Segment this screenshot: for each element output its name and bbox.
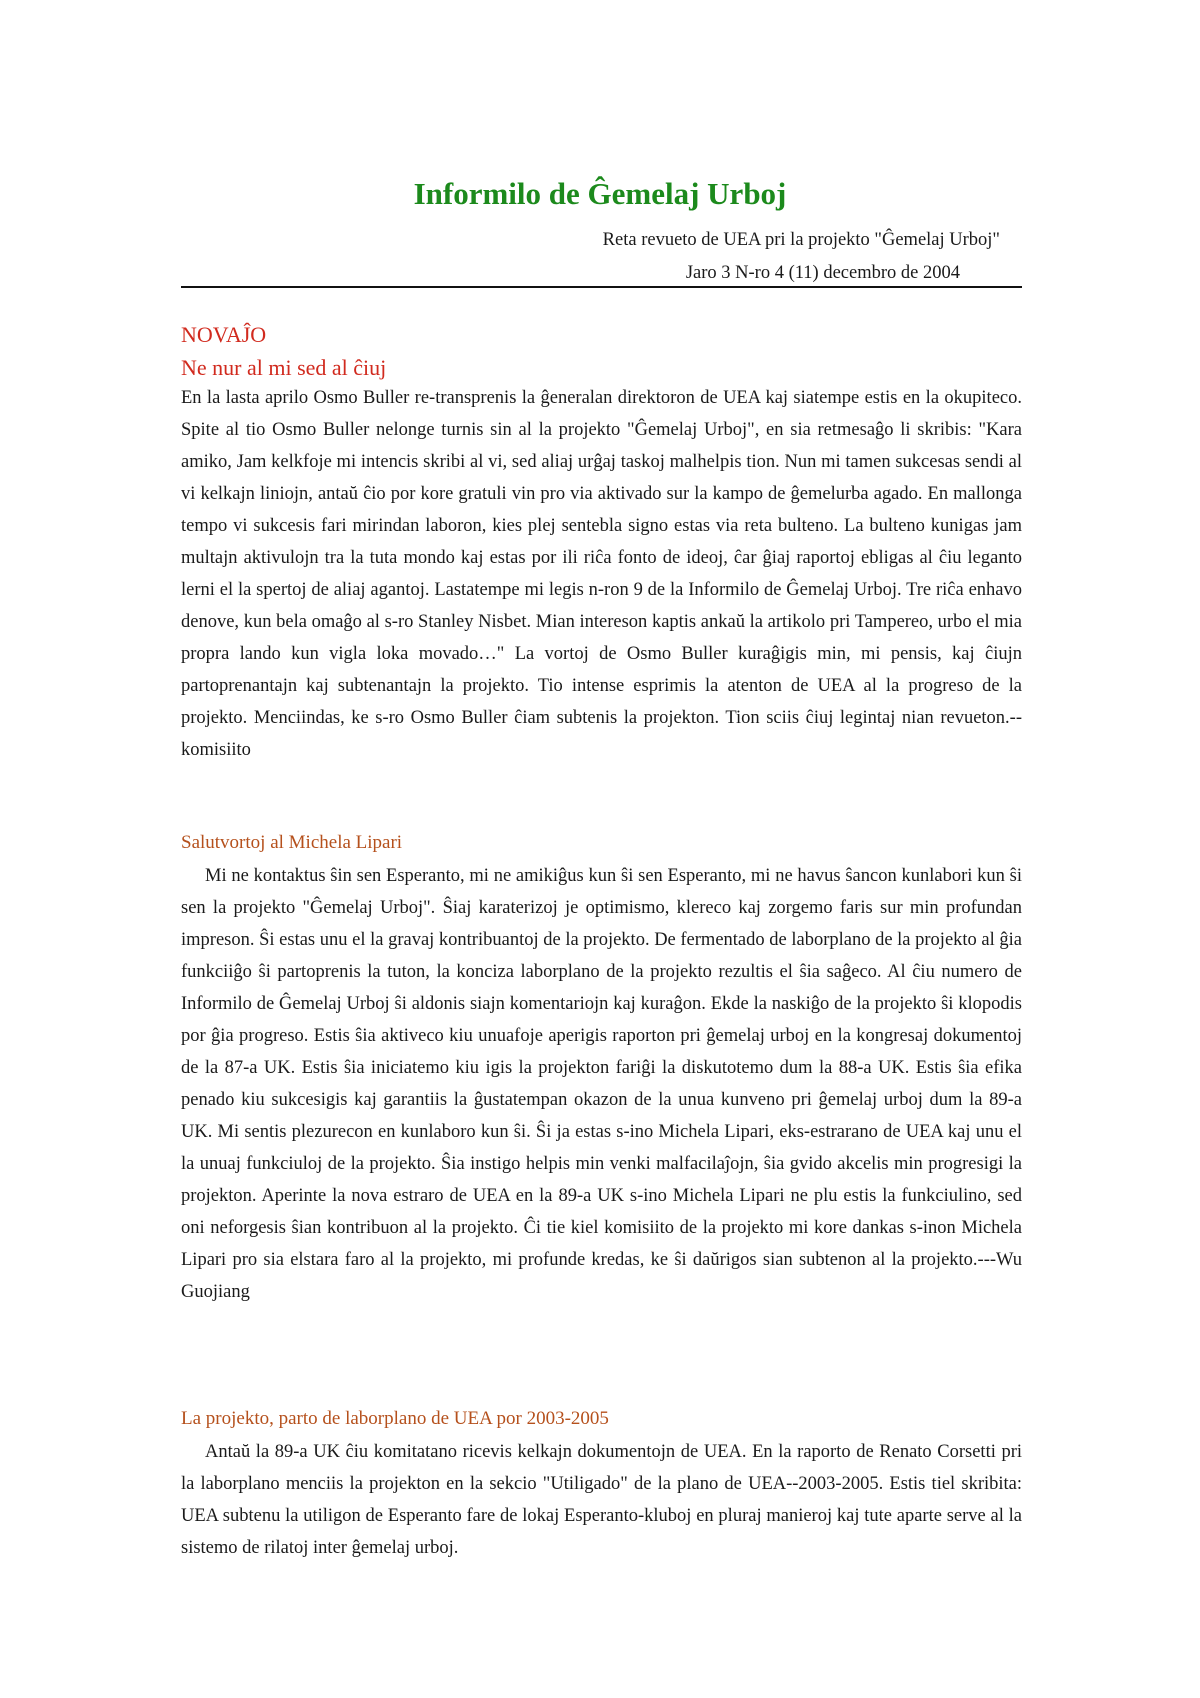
section-label: NOVAĴO [181,322,267,347]
header-divider [181,286,1022,288]
newsletter-title: Informilo de Ĝemelaj Urboj [413,176,787,211]
article3-heading: La projekto, parto de laborplano de UEA por 2003-2005 [181,1408,609,1429]
newsletter-subtitle: Reta revueto de UEA pri la projekto "Ĝemelaj Urboj" [602,230,1000,250]
article1-body: En la lasta aprilo Osmo Buller re-transprenis la ĝeneralan direktoron de UEA kaj siatempe estis en la okupiteco. Spite al tio Osmo Buller nelonge turnis sin al la projekto "Ĝemelaj Urboj", en sia retmesaĝo li skribis: "Kara amiko, Jam kelkfoje mi intencis skribi al vi, sed aliaj urĝaj taskoj malhelpis tion. Nun mi tamen sukcesas sendi al vi kelkajn liniojn, antaŭ ĉio por kore gratuli vin pro via aktivado sur la kampo de ĝemelurba agado. En mallonga tempo vi sukcesis fari mirindan laboron, kies plej sentebla signo estas via reta bulteno. La bulteno kunigas jam multajn aktivulojn tra la tuta mondo kaj estas por ili riĉa fonto de ideoj, ĉar ĝiaj raportoj ebligas al ĉiu leganto lerni el la spertoj de aliaj agantoj. Lastatempe mi legis n-ron 9 de la Informilo de Ĝemelaj Urboj. Tre riĉa enhavo denove, kun bela omaĝo al s-ro Stanley Nisbet. Mian intereson kaptis ankaŭ la artikolo pri Tampereo, urbo el mia propra lando kun vigla loka movado…" La vortoj de Osmo Buller kuraĝigis min, mi pensis, kaj ĉiujn partoprenantajn kaj subtenantajn la projekto. Tio intense esprimis la atenton de UEA al la progreso de la projekto. Menciindas, ke s-ro Osmo Buller ĉiam subtenis la projekton. Tion sciis ĉiuj legintaj nian revueton.--komisiito [181,388,1022,760]
article2-heading: Salutvortoj al Michela Lipari [181,832,403,853]
article1-heading: Ne nur al mi sed al ĉiuj [181,355,387,380]
article3-body: Antaŭ la 89-a UK ĉiu komitatano ricevis kelkajn dokumentojn de UEA. En la raporto de Renato Corsetti pri la laborplano menciis la projekton en la sekcio "Utiligado" de la plano de UEA--2003-2005. Estis tiel skribita: UEA subtenu la utiligon de Esperanto fare de lokaj Esperanto-kluboj en pluraj manieroj kaj tute aparte serve al la sistemo de rilatoj inter ĝemelaj urboj. [181,1442,1022,1558]
article2-body: Mi ne kontaktus ŝin sen Esperanto, mi ne amikiĝus kun ŝi sen Esperanto, mi ne havus ŝancon kunlabori kun ŝi sen la projekto "Ĝemelaj Urboj". Ŝiaj karaterizoj je optimismo, klereco kaj zorgemo faris sur min profundan impreson. Ŝi estas unu el la gravaj kontribuantoj de la projekto. De fermentado de laborplano de la projekto al ĝia funkciiĝo ŝi partoprenis la tuton, la konciza laborplano de la projekto rezultis el ŝia saĝeco. Al ĉiu numero de Informilo de Ĝemelaj Urboj ŝi aldonis siajn komentariojn kaj kuraĝon. Ekde la naskiĝo de la projekto ŝi klopodis por ĝia progreso. Estis ŝia aktiveco kiu unuafoje aperigis raporton pri ĝemelaj urboj en la kongresaj dokumentoj de la 87-a UK. Estis ŝia iniciatemo kiu igis la projekton fariĝi la diskutotemo dum la 88-a UK. Estis ŝia efika penado kiu sukcesigis kaj garantiis la ĝustatempan okazon de la unua kunveno pri ĝemelaj urboj dum la 89-a UK. Mi sentis plezurecon en kunlaboro kun ŝi. Ŝi ja estas s-ino Michela Lipari, eks-estrarano de UEA kaj unu el la unuaj funkciuloj de la projekto. Ŝia instigo helpis min venki malfacilaĵojn, ŝia gvido akcelis min progresigi la projekton. Aperinte la nova estraro de UEA en la 89-a UK s-ino Michela Lipari ne plu estis la funkciulino, sed oni neforgesis ŝian kontribuon al la projekto. Ĉi tie kiel komisiito de la projekto mi kore dankas s-inon Michela Lipari pro sia elstara faro al la projekto, mi profunde kredas, ke ŝi daŭrigos sian subtenon al la projekto.---Wu Guojiang [181,866,1022,1302]
issue-info: Jaro 3 N-ro 4 (11) decembro de 2004 [685,263,960,283]
